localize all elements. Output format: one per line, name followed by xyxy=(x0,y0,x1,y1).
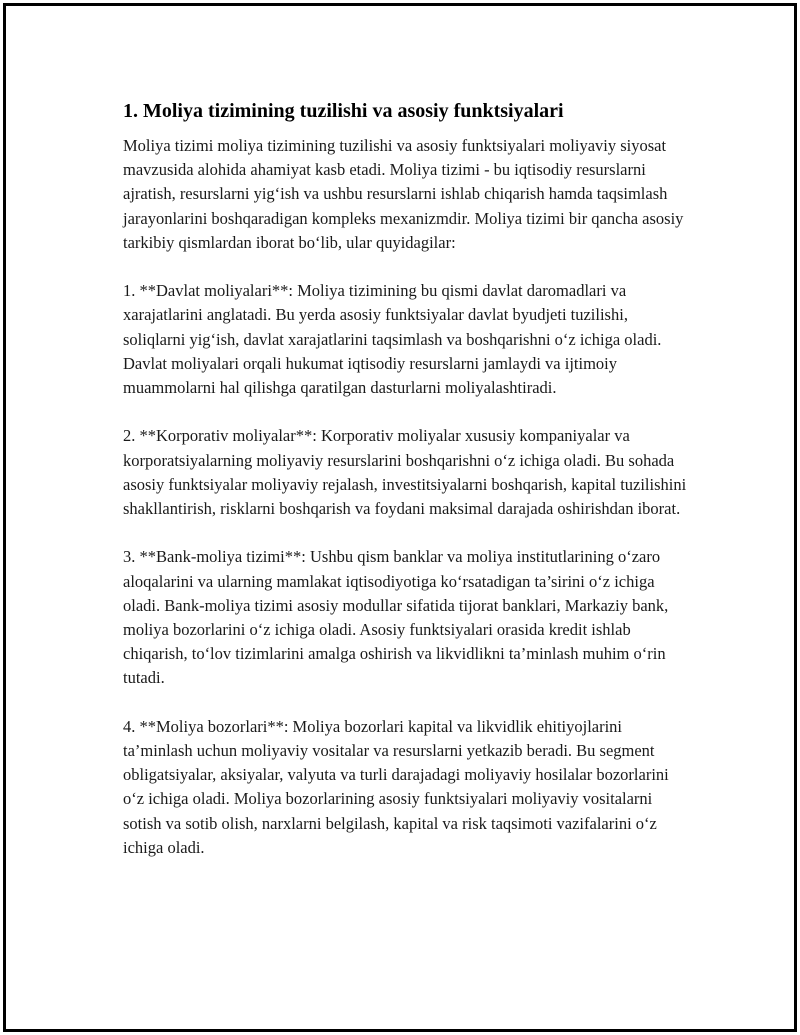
document-title: 1. Moliya tizimining tuzilishi va asosiy funktsiyalari xyxy=(123,100,564,122)
paragraph-bank-moliya-tizimi: 3. **Bank-moliya tizimi**: Ushbu qism banklar va moliya institutlarining o‘zaro aloqalarini va ularning mamlakat iqtisodiyotiga ko‘rsatadigan ta’sirini o‘z ichiga oladi. Bank-moliya tizimi asosiy modullar sifatida tijorat banklari, Markaziy bank, moliya bozorlarini o‘z ichiga oladi. Asosiy funktsiyalari orasida kredit ishlab chiqarish, to‘lov tizimlarini amalga oshirish va likvidlikni ta’minlash muhim o‘rin tutadi. xyxy=(123,547,669,688)
paragraph-korporativ-moliyalar: 2. **Korporativ moliyalar**: Korporativ moliyalar xususiy kompaniyalar va korporatsiyalarning moliyaviy resurslarini boshqarishni o‘z ichiga oladi. Bu sohada asosiy funktsiyalar moliyaviy rejalash, investitsiyalarni boshqarish, kapital tuzilishini shakllantirish, risklarni boshqarish va foydani maksimal darajada oshirishdan iborat. xyxy=(123,426,687,519)
paragraph-davlat-moliyalari: 1. **Davlat moliyalari**: Moliya tizimining bu qismi davlat daromadlari va xarajatlarini anglatadi. Bu yerda asosiy funktsiyalar davlat byudjeti tuzilishi, soliqlarni yig‘ish, davlat xarajatlarini taqsimlash va boshqarishni o‘z ichiga oladi. Davlat moliyalari orqali hukumat iqtisodiy resurslarni jamlaydi va ijtimoiy muammolarni hal qilishga qaratilgan dasturlarni moliyalashtiradi. xyxy=(123,281,662,398)
page-frame xyxy=(3,3,797,1032)
paragraph-moliya-bozorlari: 4. **Moliya bozorlari**: Moliya bozorlari kapital va likvidlik ehitiyojlarini ta’minlash uchun moliyaviy vositalar va resurslarni yetkazib beradi. Bu segment obligatsiyalar, aksiyalar, valyuta va turli darajadagi moliyaviy hosilalar bozorlarini o‘z ichiga oladi. Moliya bozorlarining asosiy funktsiyalari moliyaviy vositalarni sotish va sotib olish, narxlarni belgilash, kapital va risk taqsimoti vazifalarini o‘z ichiga oladi. xyxy=(123,716,669,857)
document-body xyxy=(123,98,693,860)
intro-paragraph: Moliya tizimi moliya tizimining tuzilishi va asosiy funktsiyalari moliyaviy siyosat mavzusida alohida ahamiyat kasb etadi. Moliya tizimi - bu iqtisodiy resurslarni ajratish, resurslarni yig‘ish va ushbu resurslarni ishlab chiqarish hamda taqsimlash jarayonlarini boshqaradigan kompleks mexanizmdir. Moliya tizimi bir qancha asosiy tarkibiy qismlardan iborat bo‘lib, ular quyidagilar: xyxy=(123,136,684,252)
